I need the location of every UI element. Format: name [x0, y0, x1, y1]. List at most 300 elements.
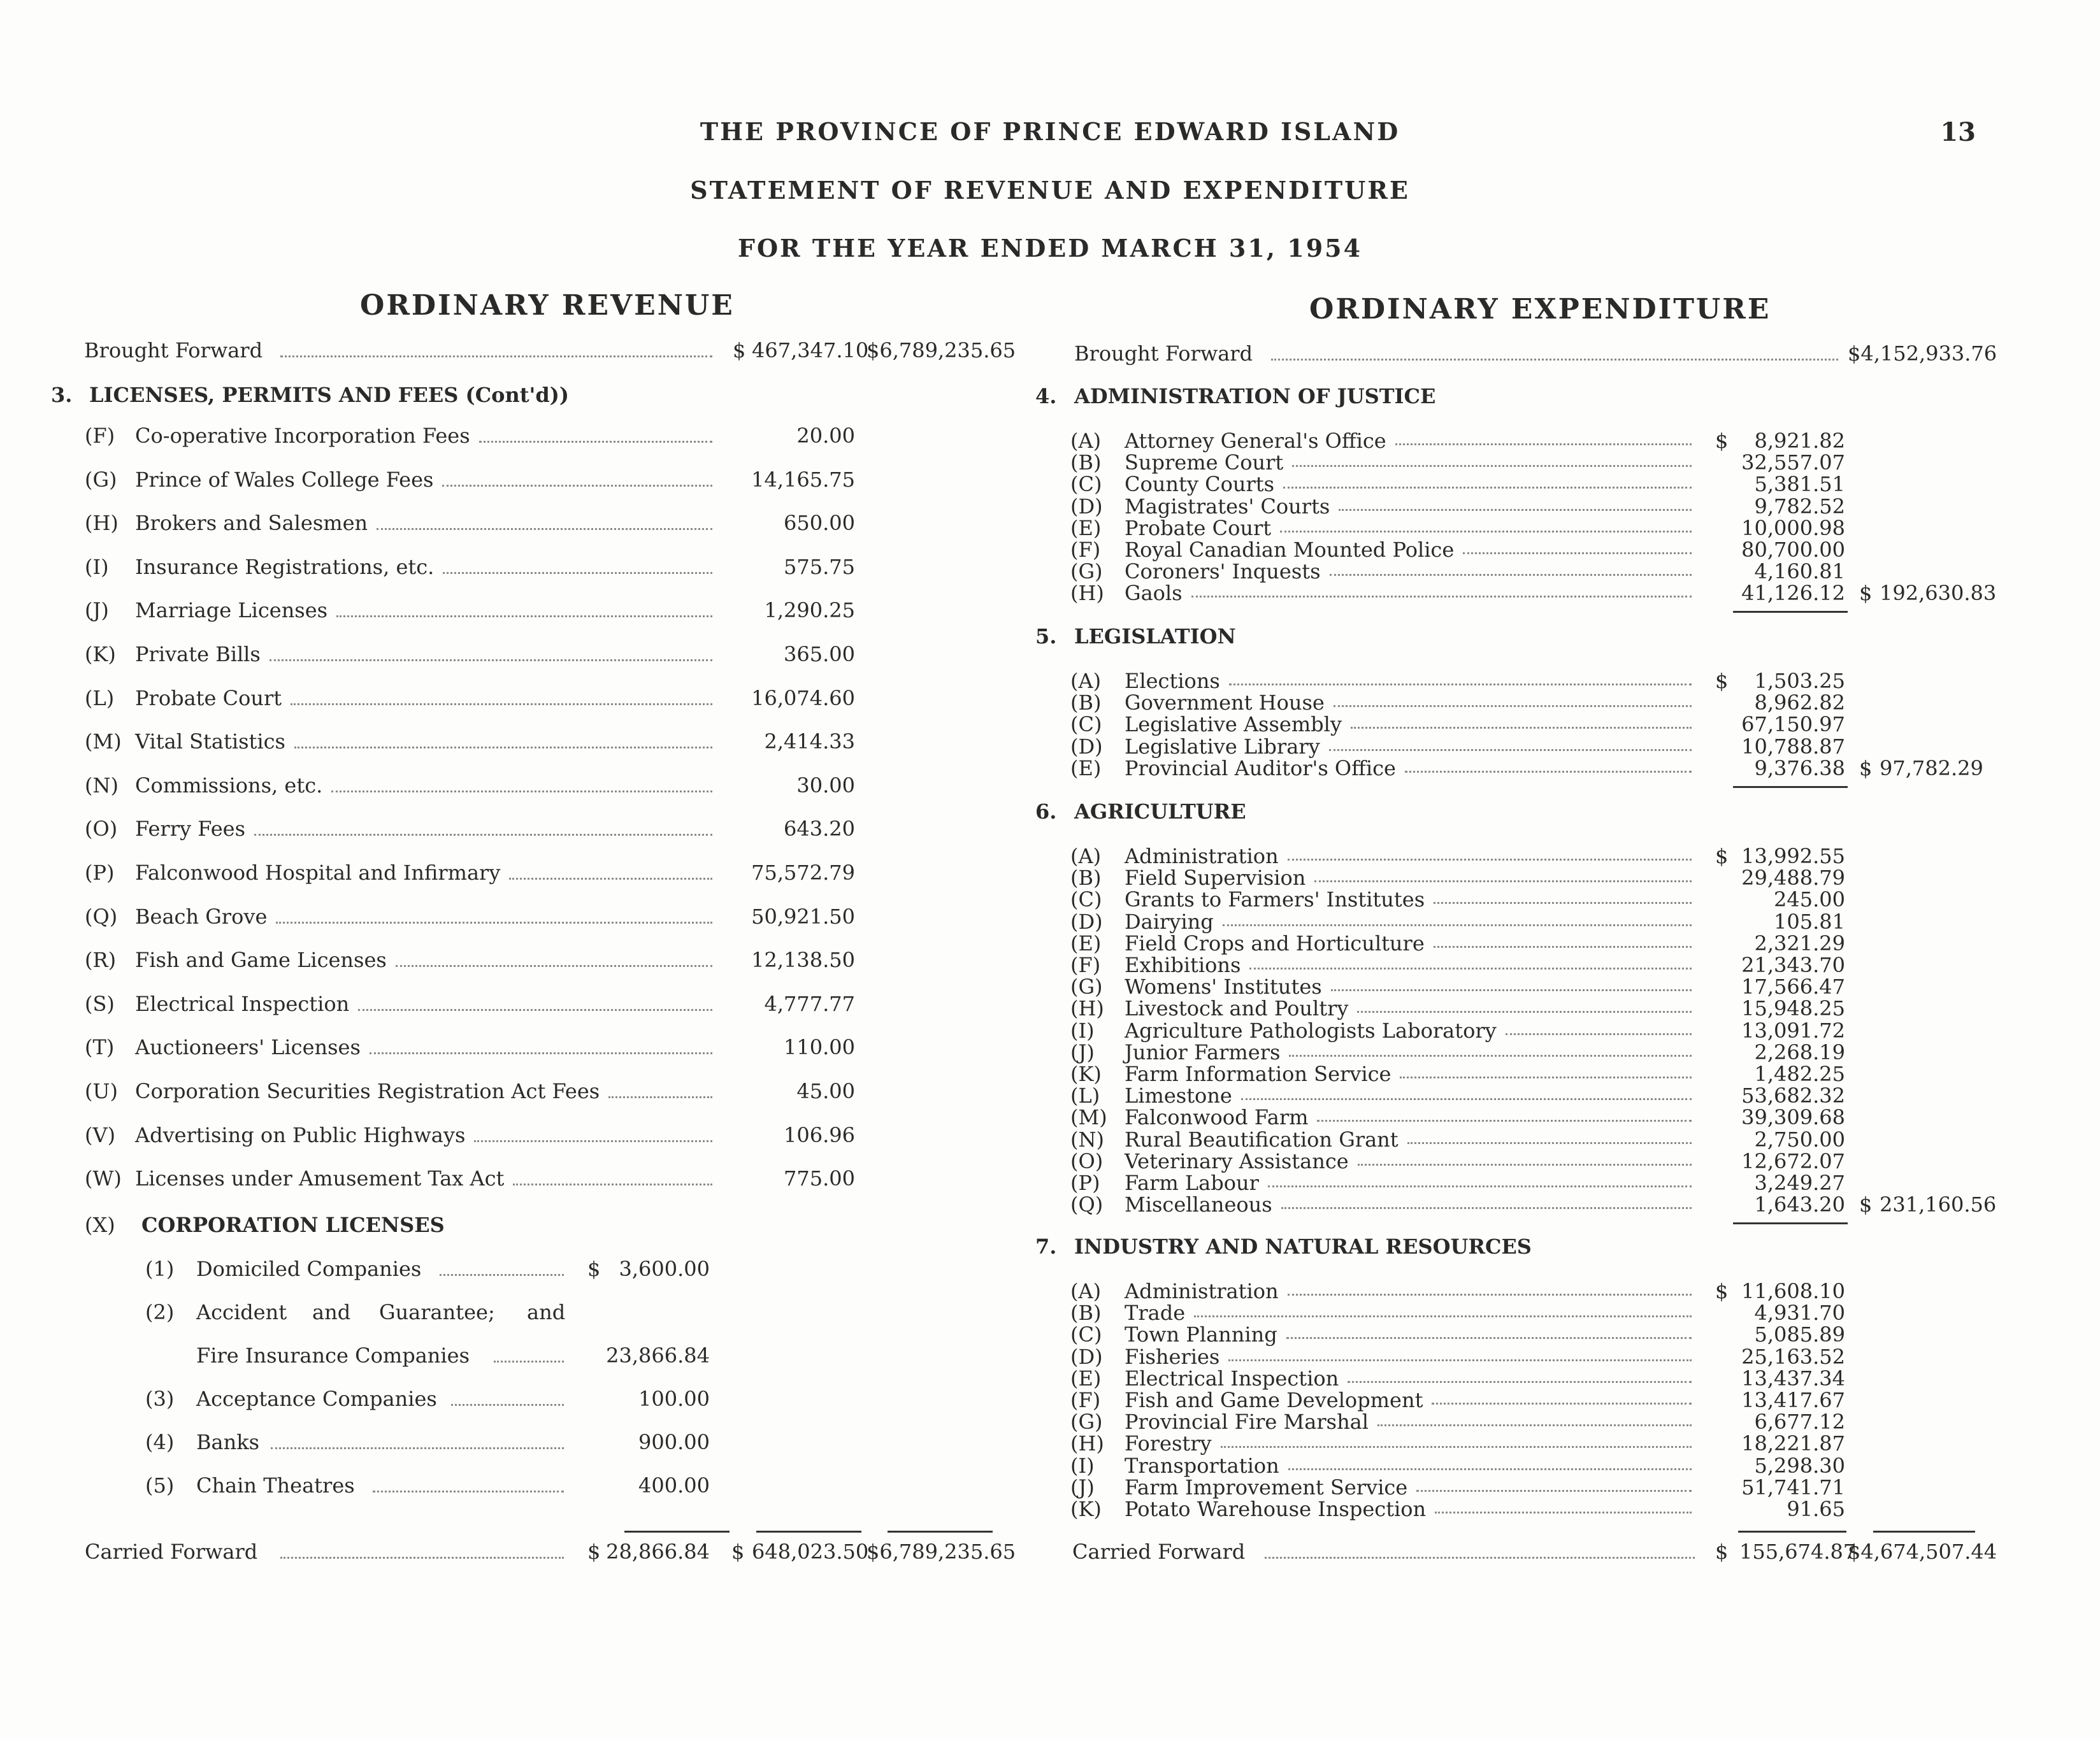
- leader-dots: [1271, 359, 1838, 361]
- item-code: (1): [145, 1257, 175, 1281]
- dollar-sign: $: [1715, 429, 1729, 453]
- item-code: (G): [1070, 559, 1103, 583]
- amount: 1,290.25: [764, 598, 855, 622]
- dollar-sign: $: [733, 338, 746, 362]
- item-label: Transportation: [1125, 1454, 1279, 1478]
- amount: 643.20: [784, 817, 855, 841]
- item-code: (E): [1070, 516, 1102, 540]
- leader-dots: [1317, 1120, 1692, 1122]
- item-label: Legislative Library: [1125, 734, 1320, 759]
- leader-dots: [1329, 749, 1692, 751]
- amount: 25,163.52: [1741, 1345, 1845, 1369]
- item-code: (L): [85, 686, 115, 710]
- amount: 650.00: [784, 511, 855, 535]
- item-label: Probate Court: [1125, 516, 1272, 540]
- item-code: (K): [1070, 1062, 1102, 1086]
- leader-dots: [1377, 1424, 1692, 1426]
- leader-dots: [1265, 1557, 1695, 1559]
- item-label: Private Bills: [135, 642, 261, 666]
- item-code: (W): [85, 1166, 122, 1191]
- item-code: (L): [1070, 1084, 1100, 1108]
- expenditure-heading: ORDINARY EXPENDITURE: [1309, 293, 1771, 326]
- item-code: (D): [1070, 494, 1103, 519]
- leader-dots: [1330, 574, 1692, 576]
- item-label: Advertising on Public Highways: [135, 1123, 466, 1147]
- amount: 575.75: [784, 555, 855, 579]
- item-code: (B): [1070, 450, 1102, 475]
- amount: 1,482.25: [1754, 1062, 1845, 1086]
- document-title: THE PROVINCE OF PRINCE EDWARD ISLAND: [700, 117, 1400, 146]
- leader-dots: [1283, 487, 1692, 489]
- item-code: (J): [1070, 1475, 1095, 1499]
- amount: 106.96: [784, 1123, 855, 1147]
- item-label: Junior Farmers: [1125, 1040, 1281, 1064]
- amount: 400.00: [638, 1473, 710, 1498]
- item-label: Field Crops and Horticulture: [1125, 931, 1425, 955]
- amount: 18,221.87: [1741, 1431, 1845, 1456]
- amount: 17,566.47: [1741, 975, 1845, 999]
- amount: 8,921.82: [1754, 429, 1845, 453]
- leader-dots: [1286, 1337, 1692, 1339]
- leader-dots: [1288, 1468, 1692, 1470]
- row-label: Brought Forward: [1074, 341, 1253, 366]
- amount: 4,160.81: [1754, 559, 1845, 583]
- item-code: (F): [1070, 1388, 1101, 1412]
- amount: 2,750.00: [1754, 1127, 1845, 1152]
- item-label: Government House: [1125, 691, 1325, 715]
- amount: 29,488.79: [1741, 866, 1845, 890]
- item-label: Womens' Institutes: [1125, 975, 1322, 999]
- amount: 10,000.98: [1741, 516, 1845, 540]
- amount: 32,557.07: [1741, 450, 1845, 475]
- amount: 4,931.70: [1754, 1301, 1845, 1325]
- section-title: LICENSES, PERMITS AND FEES (Cont'd)): [89, 383, 569, 407]
- amount: 12,672.07: [1741, 1149, 1845, 1173]
- item-label: Elections: [1125, 669, 1220, 693]
- item-label: Gaols: [1125, 581, 1183, 605]
- total-rule: [1733, 786, 1848, 788]
- amount: 467,347.10: [752, 338, 869, 362]
- leader-dots: [1288, 859, 1692, 861]
- item-code: (J): [85, 598, 109, 622]
- leader-dots: [1416, 1490, 1692, 1492]
- leader-dots: [1280, 531, 1692, 533]
- item-code: (O): [85, 817, 118, 841]
- leader-dots: [1506, 1033, 1692, 1035]
- amount: $6,789,235.65: [867, 338, 1016, 362]
- section-heading: [0, 382, 2100, 410]
- item-label: Exhibitions: [1125, 953, 1241, 977]
- item-code: (I): [85, 555, 109, 579]
- amount: 1,503.25: [1754, 669, 1845, 693]
- amount: 30.00: [796, 773, 855, 798]
- item-label: Commissions, etc.: [135, 773, 323, 798]
- item-label: Chain Theatres: [196, 1473, 355, 1498]
- section-title: ADMINISTRATION OF JUSTICE: [1074, 384, 1436, 408]
- item-code: (A): [1070, 669, 1102, 693]
- leader-dots: [1194, 1315, 1692, 1317]
- amount: 16,074.60: [751, 686, 855, 710]
- amount: 9,782.52: [1754, 494, 1845, 519]
- item-label: Attorney General's Office: [1125, 429, 1386, 453]
- item-label: Prince of Wales College Fees: [135, 468, 434, 492]
- amount: 245.00: [1774, 887, 1845, 912]
- amount: 14,165.75: [751, 468, 855, 492]
- item-code: (M): [1070, 1105, 1107, 1129]
- item-label: Domiciled Companies: [196, 1257, 422, 1281]
- amount: 8,962.82: [1754, 691, 1845, 715]
- item-code: (A): [1070, 429, 1102, 453]
- leader-dots: [331, 791, 712, 792]
- section-number: 3.: [51, 383, 73, 407]
- item-code: (E): [1070, 1366, 1102, 1391]
- item-code: (V): [85, 1123, 116, 1147]
- expenditure-item: [0, 1495, 2100, 1523]
- item-code: (O): [1070, 1149, 1104, 1173]
- amount: 3,249.27: [1754, 1171, 1845, 1195]
- item-label: Forestry: [1125, 1431, 1212, 1456]
- item-code: (E): [1070, 756, 1102, 780]
- item-label: Beach Grove: [135, 905, 268, 929]
- leader-dots: [1228, 1359, 1692, 1361]
- amount: 648,023.50: [752, 1540, 869, 1564]
- item-label: Veterinary Assistance: [1125, 1149, 1349, 1173]
- total-rule: [1738, 1531, 1846, 1533]
- item-label: Ferry Fees: [135, 817, 245, 841]
- amount: 75,572.79: [751, 861, 855, 885]
- item-code: (K): [1070, 1497, 1102, 1521]
- amount: 53,682.32: [1741, 1084, 1845, 1108]
- total-rule: [1733, 1222, 1848, 1224]
- item-label: Probate Court: [135, 686, 282, 710]
- leader-dots: [1249, 968, 1692, 970]
- dollar-sign: $: [1715, 844, 1729, 868]
- item-label: Guarantee;: [379, 1300, 495, 1324]
- leader-dots: [1395, 443, 1692, 445]
- item-label: Administration: [1125, 1279, 1279, 1303]
- section-title: INDUSTRY AND NATURAL RESOURCES: [1074, 1234, 1532, 1259]
- section-number: 6.: [1035, 799, 1057, 824]
- leader-dots: [270, 659, 712, 661]
- amount: 100.00: [638, 1387, 710, 1411]
- leader-dots: [1407, 1142, 1692, 1144]
- expenditure-item: [0, 1191, 2100, 1219]
- leader-dots: [1357, 1011, 1692, 1013]
- dollar-sign: $: [1859, 1192, 1873, 1217]
- dollar-sign: $: [731, 1540, 745, 1564]
- amount: 41,126.12: [1741, 581, 1845, 605]
- leader-dots: [1288, 1294, 1692, 1296]
- section-number: 5.: [1035, 624, 1057, 648]
- amount: 13,417.67: [1741, 1388, 1845, 1412]
- item-label: Miscellaneous: [1125, 1192, 1272, 1217]
- amount: 1,643.20: [1754, 1192, 1845, 1217]
- item-label: Limestone: [1125, 1084, 1232, 1108]
- item-label: Provincial Fire Marshal: [1125, 1410, 1369, 1434]
- section-total: 97,782.29: [1880, 756, 1983, 780]
- page-number: 13: [1940, 117, 1976, 147]
- leader-dots: [1221, 1446, 1692, 1448]
- item-code: (A): [1070, 844, 1102, 868]
- amount: 4,777.77: [764, 992, 855, 1016]
- item-code: (U): [85, 1079, 118, 1103]
- item-label: Grants to Farmers' Institutes: [1125, 887, 1425, 912]
- dollar-sign: $: [1715, 1540, 1729, 1564]
- item-label: Falconwood Hospital and Infirmary: [135, 861, 501, 885]
- item-label: Royal Canadian Mounted Police: [1125, 538, 1455, 562]
- item-code: (C): [1070, 472, 1102, 496]
- section-heading: [0, 798, 2100, 826]
- item-code: (5): [145, 1473, 175, 1498]
- item-code: (4): [145, 1430, 175, 1454]
- leader-dots: [1331, 989, 1692, 991]
- item-label: Accident: [196, 1300, 287, 1324]
- item-code: (Q): [85, 905, 118, 929]
- item-code: (H): [1070, 1431, 1104, 1456]
- amount: 21,343.70: [1741, 953, 1845, 977]
- item-label: Falconwood Farm: [1125, 1105, 1309, 1129]
- leader-dots: [1434, 946, 1692, 948]
- item-label: Fish and Game Development: [1125, 1388, 1423, 1412]
- leader-dots: [1351, 727, 1692, 729]
- item-label: Fire Insurance Companies: [196, 1343, 470, 1368]
- expenditure-carried-forward: [0, 1538, 2100, 1566]
- dollar-sign: $: [1859, 756, 1873, 780]
- leader-dots: [1463, 552, 1692, 554]
- leader-dots: [1432, 1403, 1692, 1405]
- amount: 12,138.50: [751, 948, 855, 972]
- amount: 5,381.51: [1754, 472, 1845, 496]
- item-code: (S): [85, 992, 115, 1016]
- item-label: Banks: [196, 1430, 260, 1454]
- item-code: (F): [1070, 538, 1101, 562]
- amount: 365.00: [784, 642, 855, 666]
- item-code: (N): [85, 773, 119, 798]
- row-label: Brought Forward: [84, 338, 263, 362]
- item-label: Trade: [1125, 1301, 1186, 1325]
- item-code: (F): [1070, 953, 1101, 977]
- item-code: (D): [1070, 910, 1103, 934]
- item-label: CORPORATION LICENSES: [141, 1213, 445, 1237]
- amount: 51,741.71: [1741, 1475, 1845, 1499]
- amount: 5,298.30: [1754, 1454, 1845, 1478]
- leader-dots: [1434, 902, 1692, 904]
- item-code: (E): [1070, 931, 1102, 955]
- dollar-sign: $: [1859, 581, 1873, 605]
- item-code: (Q): [1070, 1192, 1104, 1217]
- item-code: (3): [145, 1387, 175, 1411]
- item-label: Coroners' Inquests: [1125, 559, 1321, 583]
- item-code: (C): [1070, 712, 1102, 736]
- leader-dots: [1191, 596, 1692, 598]
- leader-dots: [1348, 1381, 1692, 1383]
- amount: 2,414.33: [764, 729, 855, 754]
- leader-dots: [1435, 1512, 1692, 1514]
- item-label: Acceptance Companies: [196, 1387, 437, 1411]
- item-label: Fisheries: [1125, 1345, 1220, 1369]
- amount: 45.00: [796, 1079, 855, 1103]
- amount: 6,677.12: [1754, 1410, 1845, 1434]
- item-code: (H): [85, 511, 119, 535]
- item-label: County Courts: [1125, 472, 1275, 496]
- period-title: FOR THE YEAR ENDED MARCH 31, 1954: [737, 234, 1363, 262]
- amount: $6,789,235.65: [867, 1540, 1016, 1564]
- leader-dots: [1229, 683, 1692, 685]
- total-rule: [888, 1531, 993, 1533]
- amount: 5,085.89: [1754, 1322, 1845, 1347]
- amount: 155,674.87: [1739, 1540, 1857, 1564]
- leader-dots: [1400, 1077, 1692, 1078]
- amount: 20.00: [796, 424, 855, 448]
- item-label: and: [527, 1300, 566, 1324]
- item-code: (F): [85, 424, 115, 448]
- item-code: (D): [1070, 1345, 1103, 1369]
- leader-dots: [1358, 1164, 1692, 1166]
- item-label: Farm Improvement Service: [1125, 1475, 1408, 1499]
- item-label: Legislative Assembly: [1125, 712, 1342, 736]
- item-label: Dairying: [1125, 910, 1214, 934]
- item-code: (G): [85, 468, 117, 492]
- row-label: Carried Forward: [1072, 1540, 1246, 1564]
- leader-dots: [336, 615, 712, 617]
- leader-dots: [1314, 880, 1692, 882]
- total-rule: [624, 1531, 730, 1533]
- amount: 11,608.10: [1741, 1279, 1845, 1303]
- section-number: 7.: [1035, 1234, 1057, 1259]
- amount: 13,091.72: [1741, 1019, 1845, 1043]
- amount: 13,437.34: [1741, 1366, 1845, 1391]
- item-label: Administration: [1125, 844, 1279, 868]
- amount: $4,674,507.44: [1848, 1540, 1997, 1564]
- item-code: (M): [85, 729, 122, 754]
- leader-dots: [1339, 509, 1692, 511]
- amount: 9,376.38: [1754, 756, 1845, 780]
- item-label: Magistrates' Courts: [1125, 494, 1330, 519]
- leader-dots: [1268, 1185, 1692, 1187]
- leader-dots: [1281, 1207, 1692, 1209]
- total-rule: [1733, 611, 1848, 613]
- amount: 110.00: [784, 1035, 855, 1059]
- item-code: (B): [1070, 866, 1102, 890]
- item-code: (X): [85, 1213, 115, 1237]
- amount: 900.00: [638, 1430, 710, 1454]
- item-code: (J): [1070, 1040, 1095, 1064]
- item-label: Fish and Game Licenses: [135, 948, 387, 972]
- item-code: (G): [1070, 975, 1103, 999]
- amount: 23,866.84: [606, 1343, 710, 1368]
- amount: 80,700.00: [1741, 538, 1845, 562]
- expenditure-item: [0, 754, 2100, 782]
- amount: 105.81: [1774, 910, 1845, 934]
- item-label: Brokers and Salesmen: [135, 511, 368, 535]
- item-code: (B): [1070, 1301, 1102, 1325]
- section-number: 4.: [1035, 384, 1057, 408]
- dollar-sign: $: [1715, 1279, 1729, 1303]
- amount: $4,152,933.76: [1848, 341, 1997, 366]
- item-code: (G): [1070, 1410, 1103, 1434]
- item-code: (I): [1070, 1454, 1095, 1478]
- row-label: Carried Forward: [85, 1540, 258, 1564]
- leader-dots: [440, 1274, 564, 1276]
- leader-dots: [1405, 771, 1692, 773]
- item-label: Licenses under Amusement Tax Act: [135, 1166, 505, 1191]
- total-rule: [756, 1531, 861, 1533]
- item-label: and: [312, 1300, 351, 1324]
- amount: 775.00: [784, 1166, 855, 1191]
- statement-title: STATEMENT OF REVENUE AND EXPENDITURE: [690, 176, 1410, 204]
- item-label: Supreme Court: [1125, 450, 1284, 475]
- expenditure-brought-forward: [0, 340, 2100, 368]
- item-code: (H): [1070, 581, 1104, 605]
- item-label: Electrical Inspection: [135, 992, 350, 1016]
- item-code: (C): [1070, 887, 1102, 912]
- amount: 15,948.25: [1741, 996, 1845, 1020]
- section-total: 231,160.56: [1880, 1192, 1997, 1217]
- leader-dots: [1241, 1098, 1692, 1100]
- section-title: AGRICULTURE: [1074, 799, 1246, 824]
- item-code: (R): [85, 948, 117, 972]
- dollar-sign: $: [587, 1540, 601, 1564]
- section-title: LEGISLATION: [1074, 624, 1236, 648]
- item-code: (D): [1070, 734, 1103, 759]
- item-code: (P): [1070, 1171, 1100, 1195]
- revenue-heading: ORDINARY REVENUE: [360, 289, 735, 322]
- amount: 67,150.97: [1741, 712, 1845, 736]
- item-code: (H): [1070, 996, 1104, 1020]
- item-label: Co-operative Incorporation Fees: [135, 424, 470, 448]
- item-code: (T): [85, 1035, 115, 1059]
- dollar-sign: $: [587, 1257, 601, 1281]
- leader-dots: [254, 834, 712, 836]
- section-heading: [0, 622, 2100, 650]
- leader-dots: [1334, 705, 1692, 707]
- amount: 10,788.87: [1741, 734, 1845, 759]
- item-code: (K): [85, 642, 116, 666]
- item-label: Potato Warehouse Inspection: [1125, 1497, 1427, 1521]
- item-label: Livestock and Poultry: [1125, 996, 1349, 1020]
- item-label: Corporation Securities Registration Act Fees: [135, 1079, 600, 1103]
- item-label: Town Planning: [1125, 1322, 1277, 1347]
- item-label: Field Supervision: [1125, 866, 1306, 890]
- total-rule: [1873, 1531, 1975, 1533]
- dollar-sign: $: [1715, 669, 1729, 693]
- item-label: Farm Labour: [1125, 1171, 1259, 1195]
- item-label: Marriage Licenses: [135, 598, 328, 622]
- expenditure-item: [0, 579, 2100, 607]
- item-code: (P): [85, 861, 115, 885]
- item-code: (B): [1070, 691, 1102, 715]
- item-code: (C): [1070, 1322, 1102, 1347]
- leader-dots: [1292, 465, 1692, 467]
- item-label: Electrical Inspection: [1125, 1366, 1339, 1391]
- amount: 91.65: [1787, 1497, 1845, 1521]
- amount: 3,600.00: [619, 1257, 710, 1281]
- item-code: (2): [145, 1300, 175, 1324]
- amount: 2,321.29: [1754, 931, 1845, 955]
- item-code: (I): [1070, 1019, 1095, 1043]
- section-total: 192,630.83: [1880, 581, 1997, 605]
- amount: 39,309.68: [1741, 1105, 1845, 1129]
- amount: 50,921.50: [751, 905, 855, 929]
- item-label: Insurance Registrations, etc.: [135, 555, 435, 579]
- item-label: Rural Beautification Grant: [1125, 1127, 1399, 1152]
- amount: 13,992.55: [1741, 844, 1845, 868]
- amount: 2,268.19: [1754, 1040, 1845, 1064]
- item-label: Auctioneers' Licenses: [135, 1035, 361, 1059]
- leader-dots: [1223, 924, 1692, 926]
- item-code: (N): [1070, 1127, 1104, 1152]
- section-heading: [0, 1233, 2100, 1261]
